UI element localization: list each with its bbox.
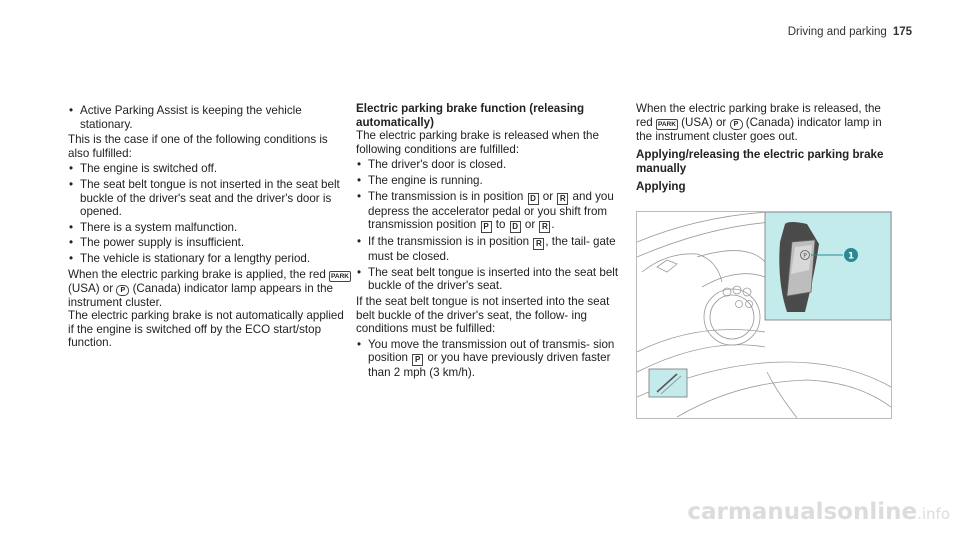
list-item: • Active Parking Assist is keeping the vehicle stationary. [68,104,351,131]
list-item [356,338,619,380]
page-header [788,26,912,40]
watermark-text: carmanualsonline [687,499,918,525]
list-item [356,190,619,234]
text-span: When the electric parking brake is applied, the red [68,267,326,281]
text-span: You move the transmission out of transmis- sion position [368,337,615,365]
page-number: 175 [892,26,912,38]
paragraph: The electric parking brake is released when the following conditions are fulfilled: [356,129,599,156]
parking-brake-indicator-icon: P [116,285,129,296]
parking-brake-indicator-icon: P [730,119,743,130]
text-span: (Canada) indicator lamp appears in the instrument cluster. [68,281,333,309]
paragraph: This is the case if one of the following conditions is also fulfilled: [68,133,328,160]
park-indicator-icon: PARK [331,272,349,280]
gear-d-icon: D [510,221,521,233]
list-item: • The engine is switched off. [68,162,351,176]
text-span: or you have previously driven faster than 2 mph (3 km/h). [368,351,611,380]
park-indicator-icon: PARK [658,120,676,128]
parking-brake-illustration [636,211,892,419]
text-span: When the electric parking brake is released, the red [636,102,881,129]
text-span: . [551,218,555,232]
list-item [356,235,619,264]
section-title: Driving and parking [787,26,887,38]
gear-r-icon: R [557,193,568,205]
gear-d-icon: D [528,193,539,205]
text-span: If the transmission is in position [368,235,530,249]
section-heading: Applying/releasing the electric parking brake manually [636,148,884,175]
text-span: and you depress the accelerator pedal or you shift from transmission position [368,189,614,232]
list-item: • The seat belt tongue is not inserted in the seat belt buckle of the driver's seat and the driver's door is opened. [68,178,351,219]
gear-p-icon: P [481,221,492,233]
text-span: The transmission is in position [368,189,524,203]
paragraph: The electric parking brake is not automatically applied if the engine is switched off by the ECO start/stop function. [68,309,344,350]
subheading: Applying [636,180,686,194]
text-span: (Canada) indicator lamp in the instrument cluster goes out. [636,115,882,143]
section-heading: Electric parking brake function (releasing automatically) [356,102,585,129]
text-span: or [524,218,536,232]
watermark [687,499,950,527]
text-span: to [495,218,506,232]
list-item: • There is a system malfunction. [68,221,351,235]
callout-number: 1 [847,251,855,262]
text-span: (USA) or [681,115,727,129]
list-item: • The vehicle is stationary for a lengthy period. [68,252,351,266]
conditions-list [356,338,619,380]
gear-r-icon: R [533,238,544,250]
paragraph: If the seat belt tongue is not inserted into the seat belt buckle of the driver's seat, the follow- ing conditions must be fulfilled: [356,294,610,336]
column-left [68,102,351,350]
text-span: , the tail- gate must be closed. [368,235,616,264]
list-item: • The engine is running. [356,174,619,188]
text-span: or [542,189,554,203]
gear-p-icon: P [412,354,423,366]
list-item: • The driver's door is closed. [356,158,619,172]
list-item: • The seat belt tongue is inserted into the seat belt buckle of the driver's seat. [356,266,619,293]
svg-text:P: P [803,252,807,260]
conditions-list [68,162,351,265]
list-item: • The power supply is insufficient. [68,236,351,250]
text-span: (USA) or [68,281,114,295]
dashboard-drawing [637,212,891,418]
paragraph [68,268,351,310]
gear-r-icon: R [539,221,550,233]
bullet-list [68,104,351,131]
watermark-suffix: .info [917,505,950,523]
conditions-list [356,158,619,293]
column-right [636,102,898,194]
column-middle [356,102,619,382]
paragraph [636,102,898,143]
